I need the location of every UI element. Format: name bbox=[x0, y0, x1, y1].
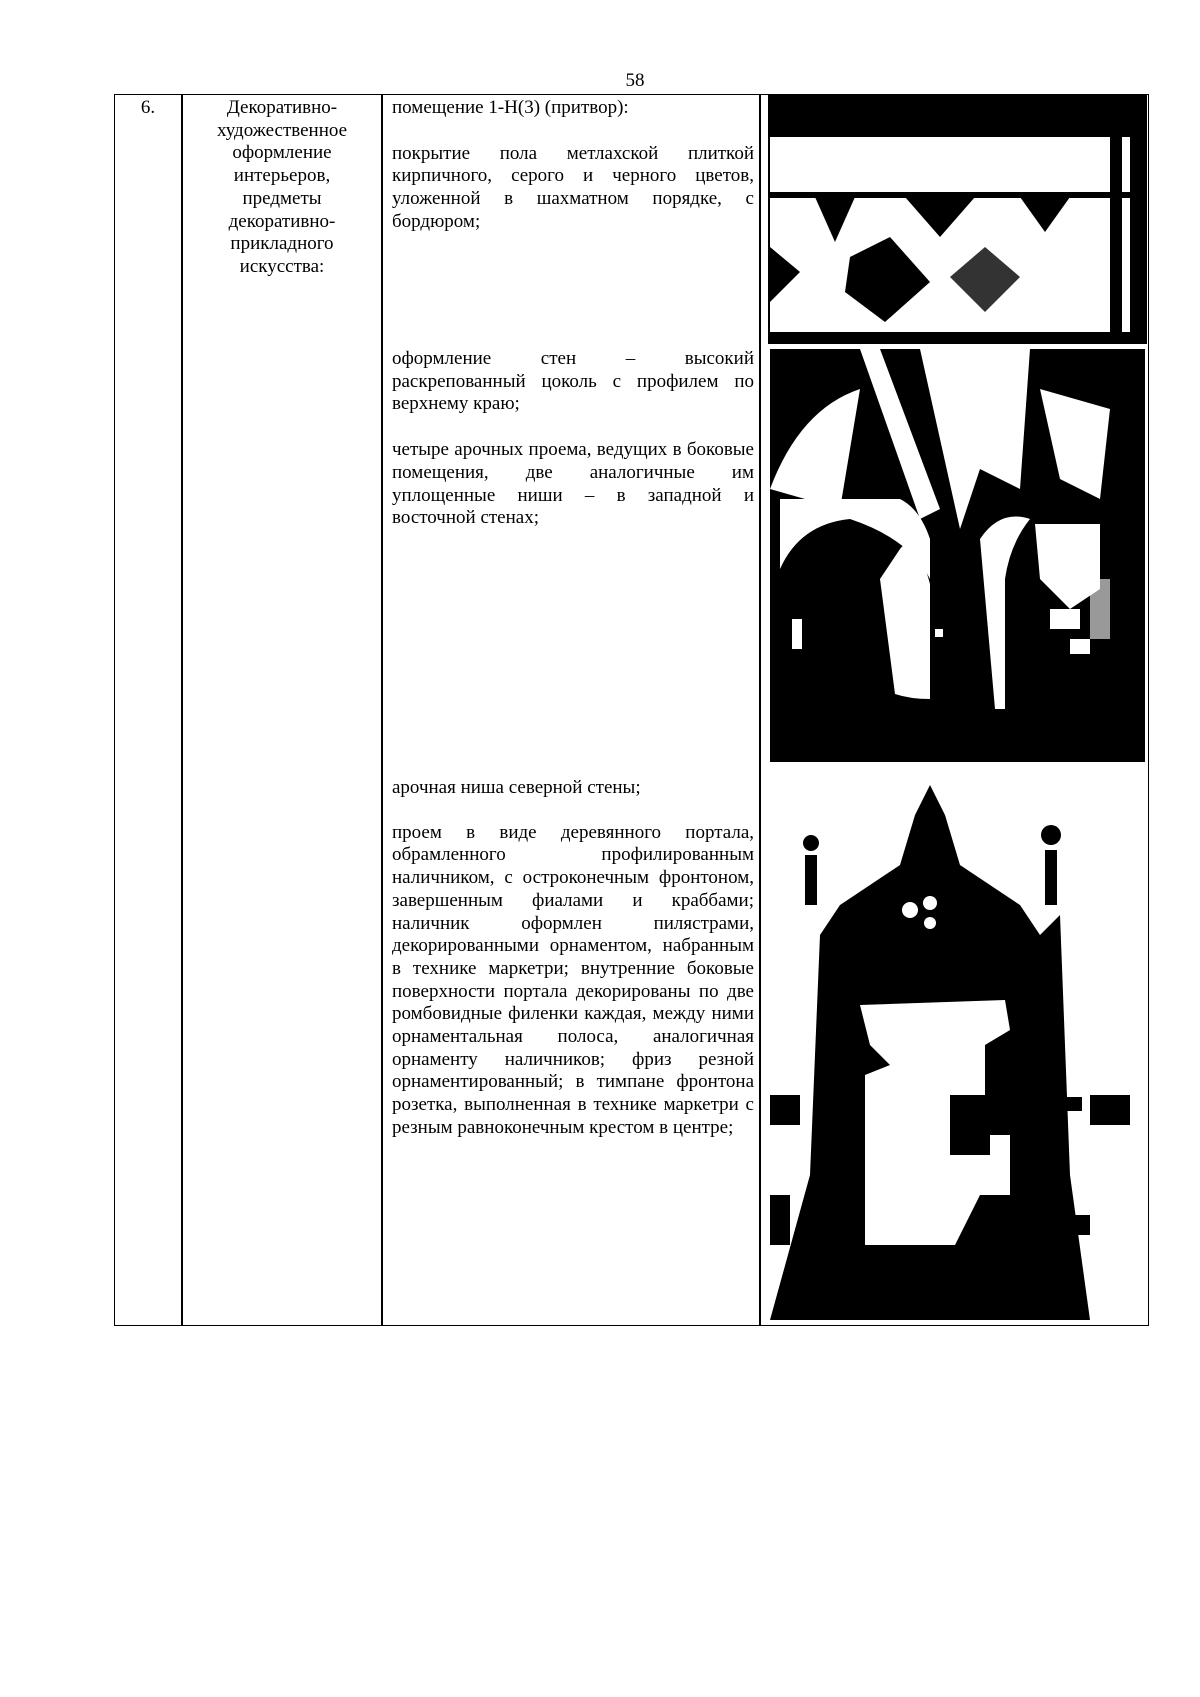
description-block-walls bbox=[392, 348, 754, 530]
item-name-line: художественное bbox=[216, 119, 348, 141]
description-paragraph: оформление стен – высокий раскрепованный цоколь с профилем по верхнему краю; bbox=[392, 348, 754, 415]
item-name-line: интерьеров, bbox=[233, 165, 331, 187]
item-name bbox=[183, 97, 381, 279]
description-paragraph: покрытие пола метлахской плиткой кирпичного, серого и черного цветов, уложенной в шахматном порядке, с бордюром; bbox=[392, 142, 754, 232]
page-number: 58 bbox=[625, 70, 645, 91]
description-block-portal bbox=[392, 777, 754, 1140]
monument-table bbox=[114, 94, 1149, 1326]
column-divider bbox=[759, 95, 761, 1325]
item-name-line: искусства: bbox=[239, 255, 325, 277]
portal-photo bbox=[770, 775, 1145, 1320]
column-divider bbox=[381, 95, 383, 1325]
column-divider bbox=[181, 95, 183, 1325]
item-name-line: декоративно- bbox=[228, 210, 336, 232]
description-paragraph: помещение 1-Н(3) (притвор): bbox=[392, 97, 629, 118]
description-paragraph: четыре арочных проема, ведущих в боковые помещения, две аналогичные им уплощенные ниши – в западной и восточной стенах; bbox=[392, 439, 754, 529]
description-block-floor bbox=[392, 97, 754, 234]
row-number: 6. bbox=[140, 97, 156, 118]
item-name-line: предметы bbox=[242, 187, 322, 209]
item-name-line: прикладного bbox=[230, 233, 334, 255]
floor-tile-photo bbox=[770, 97, 1145, 342]
item-name-line: Декоративно- bbox=[226, 97, 338, 118]
description-paragraph: проем в виде деревянного портала, обрамленного профилированным наличником, с остроконечным фронтоном, завершенным фиалами и краббами; наличник оформлен пилястрами, декорированными орнаментом, набранным в технике маркетри; внутренние боковые поверхности портала декорированы по две ромбовидные филенки каждая, между ними орнаментальная полоса, аналогичная орнаменту наличников; фриз резной орнаментированный; в тимпане фронтона розетка, выполненная в технике маркетри с резным равноконечным крестом в центре; bbox=[392, 821, 754, 1138]
description-paragraph: арочная ниша северной стены; bbox=[392, 777, 641, 798]
arches-photo bbox=[770, 349, 1145, 762]
item-name-line: оформление bbox=[232, 142, 332, 164]
